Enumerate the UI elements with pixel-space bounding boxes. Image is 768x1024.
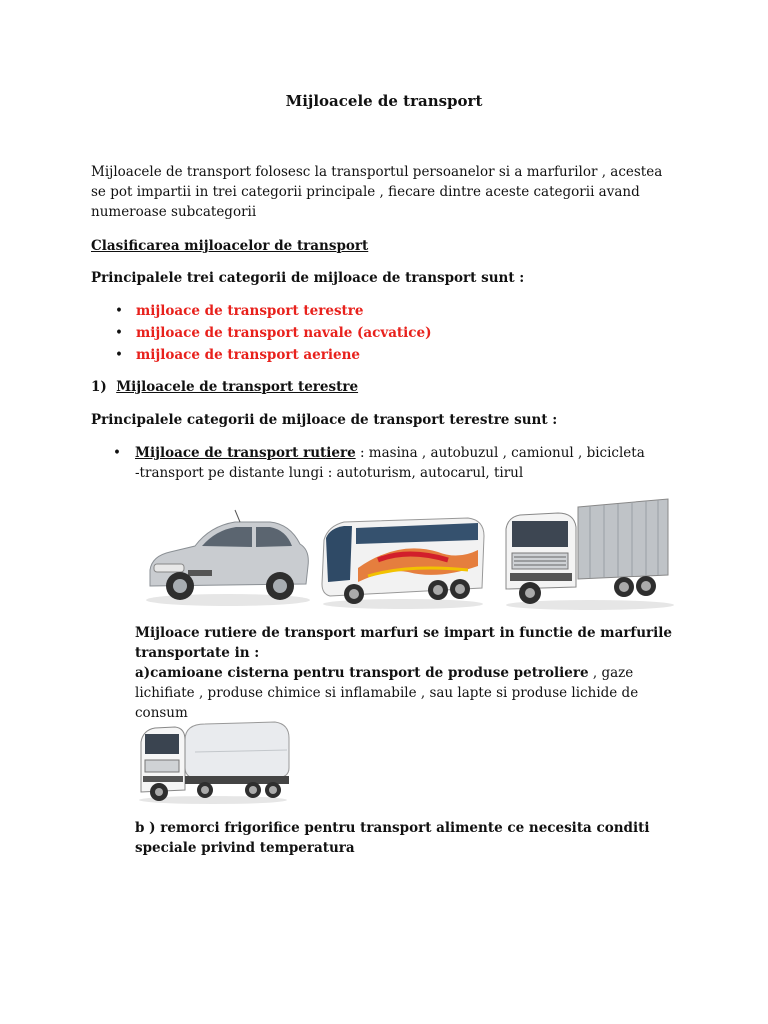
car-image <box>140 500 315 610</box>
truck-image <box>500 493 675 613</box>
list-item: • mijloace de transport aeriene <box>91 344 432 366</box>
long-distance-text: -transport pe distante lungi : autoturism, autocarul, tirul <box>135 465 524 481</box>
list-item: • mijloace de transport terestre <box>91 300 432 322</box>
bullet-icon: • <box>115 347 123 363</box>
main-categories-heading: Principalele trei categorii de mijloace de transport sunt : <box>91 270 525 286</box>
main-categories-list <box>91 300 432 366</box>
intro-paragraph: Mijloacele de transport folosesc la transportul persoanelor si a marfurilor , acestea se pot impartii in trei categorii principale , fiecare dintre aceste categorii avand numeroase subcategorii <box>91 164 663 220</box>
bullet-icon: • <box>115 325 123 341</box>
list-item: • mijloace de transport navale (acvatice) <box>91 322 432 344</box>
road-transport-label: Mijloace de transport rutiere <box>135 445 356 461</box>
freight-heading: Mijloace rutiere de transport marfuri se impart in functie de marfurile transportate in : <box>135 625 673 661</box>
bullet-icon: • <box>115 303 123 319</box>
tanker-text: , gaze lichifiate , produse chimice si inflamabile , sau lapte si produse lichide de consum <box>135 665 639 721</box>
page-title: Mijloacele de transport <box>285 92 483 110</box>
road-transport-text: : masina , autobuzul , camionul , bicicleta <box>355 445 645 461</box>
classification-heading: Clasificarea mijloacelor de transport <box>91 238 369 254</box>
bullet-icon: • <box>113 445 121 461</box>
terrestrial-heading: Principalele categorii de mijloace de transport terestre sunt : <box>91 412 558 428</box>
reefer-paragraph: b ) remorci frigorifice pentru transport alimente ce necesita conditi speciale privind temperatura <box>135 820 650 856</box>
bus-image <box>318 510 488 610</box>
tanker-truck-image <box>135 712 290 807</box>
tanker-label: a)camioane cisterna pentru transport de produse petroliere <box>135 665 589 681</box>
section1-heading: 1) Mijloacele de transport terestre <box>91 379 359 395</box>
